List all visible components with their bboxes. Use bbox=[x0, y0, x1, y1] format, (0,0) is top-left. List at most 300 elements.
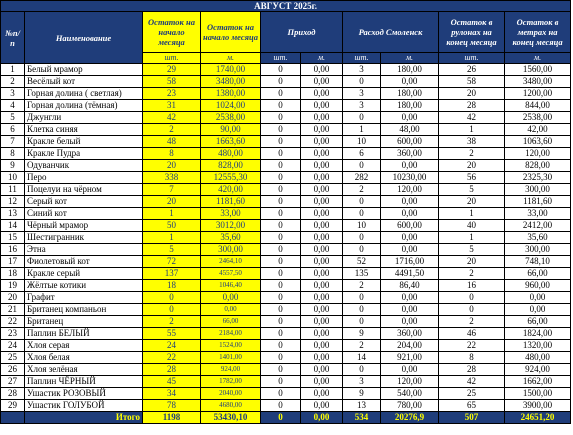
start-m-cell[interactable]: 1046,40 bbox=[201, 280, 261, 292]
row-number-cell[interactable]: 4 bbox=[1, 100, 25, 112]
end-pcs-cell[interactable]: 0 bbox=[439, 304, 505, 316]
start-m-cell[interactable]: 4557,50 bbox=[201, 268, 261, 280]
start-m-cell[interactable]: 420,00 bbox=[201, 184, 261, 196]
row-number-cell[interactable]: 13 bbox=[1, 208, 25, 220]
item-name-cell[interactable]: Клетка синяя bbox=[25, 124, 143, 136]
income-m-cell[interactable]: 0,00 bbox=[301, 292, 343, 304]
row-number-cell[interactable]: 12 bbox=[1, 196, 25, 208]
expense-m-cell[interactable]: 0,00 bbox=[381, 232, 439, 244]
item-name-cell[interactable]: Кракле белый bbox=[25, 136, 143, 148]
income-m-cell[interactable]: 0,00 bbox=[301, 148, 343, 160]
expense-pcs-cell[interactable]: 10 bbox=[343, 220, 381, 232]
start-pcs-cell[interactable]: 2 bbox=[143, 124, 201, 136]
income-pcs-cell[interactable]: 0 bbox=[261, 208, 301, 220]
income-m-cell[interactable]: 0,00 bbox=[301, 112, 343, 124]
item-name-cell[interactable]: Серый кот bbox=[25, 196, 143, 208]
expense-m-cell[interactable]: 0,00 bbox=[381, 292, 439, 304]
row-number-cell[interactable]: 1 bbox=[1, 64, 25, 76]
expense-m-cell[interactable]: 0,00 bbox=[381, 196, 439, 208]
start-m-cell[interactable]: 1524,00 bbox=[201, 340, 261, 352]
start-m-cell[interactable]: 1401,00 bbox=[201, 352, 261, 364]
expense-m-cell[interactable]: 0,00 bbox=[381, 208, 439, 220]
income-m-cell[interactable]: 0,00 bbox=[301, 376, 343, 388]
income-pcs-cell[interactable]: 0 bbox=[261, 64, 301, 76]
start-m-cell[interactable]: 1663,60 bbox=[201, 136, 261, 148]
expense-pcs-cell[interactable]: 0 bbox=[343, 292, 381, 304]
row-number-cell[interactable]: 17 bbox=[1, 256, 25, 268]
end-m-cell[interactable]: 960,00 bbox=[505, 280, 571, 292]
row-number-cell[interactable]: 7 bbox=[1, 136, 25, 148]
start-pcs-cell[interactable]: 72 bbox=[143, 256, 201, 268]
end-pcs-cell[interactable]: 56 bbox=[439, 172, 505, 184]
row-number-cell[interactable]: 24 bbox=[1, 340, 25, 352]
start-m-cell[interactable]: 2464,10 bbox=[201, 256, 261, 268]
expense-m-cell[interactable]: 10230,00 bbox=[381, 172, 439, 184]
income-pcs-cell[interactable]: 0 bbox=[261, 316, 301, 328]
expense-m-cell[interactable]: 180,00 bbox=[381, 64, 439, 76]
expense-pcs-cell[interactable]: 0 bbox=[343, 112, 381, 124]
income-pcs-cell[interactable]: 0 bbox=[261, 292, 301, 304]
item-name-cell[interactable]: Хлоя зелёная bbox=[25, 364, 143, 376]
start-m-cell[interactable]: 35,60 bbox=[201, 232, 261, 244]
start-pcs-cell[interactable]: 45 bbox=[143, 376, 201, 388]
row-number-cell[interactable]: 9 bbox=[1, 160, 25, 172]
item-name-cell[interactable]: Хлоя белая bbox=[25, 352, 143, 364]
item-name-cell[interactable]: Кракле серый bbox=[25, 268, 143, 280]
start-m-cell[interactable]: 3480,00 bbox=[201, 76, 261, 88]
start-pcs-cell[interactable]: 48 bbox=[143, 136, 201, 148]
row-number-cell[interactable]: 18 bbox=[1, 268, 25, 280]
start-pcs-cell[interactable]: 31 bbox=[143, 100, 201, 112]
unit-expense-pcs: шт. bbox=[343, 53, 381, 64]
end-m-cell[interactable]: 1181,60 bbox=[505, 196, 571, 208]
income-pcs-cell[interactable]: 0 bbox=[261, 376, 301, 388]
item-name-cell[interactable]: Перо bbox=[25, 172, 143, 184]
end-m-cell[interactable]: 35,60 bbox=[505, 232, 571, 244]
expense-m-cell[interactable]: 86,40 bbox=[381, 280, 439, 292]
start-m-cell[interactable]: 828,00 bbox=[201, 160, 261, 172]
income-m-cell[interactable]: 0,00 bbox=[301, 172, 343, 184]
end-pcs-cell[interactable]: 16 bbox=[439, 280, 505, 292]
end-pcs-cell[interactable]: 42 bbox=[439, 112, 505, 124]
table-row bbox=[1, 76, 571, 88]
end-m-cell[interactable]: 66,00 bbox=[505, 316, 571, 328]
expense-pcs-cell[interactable]: 9 bbox=[343, 388, 381, 400]
start-pcs-cell[interactable]: 29 bbox=[143, 64, 201, 76]
item-name-cell[interactable]: Чёрный мрамор bbox=[25, 220, 143, 232]
expense-pcs-cell[interactable]: 13 bbox=[343, 400, 381, 412]
start-pcs-cell[interactable]: 1 bbox=[143, 232, 201, 244]
income-m-cell[interactable]: 0,00 bbox=[301, 400, 343, 412]
income-m-cell[interactable]: 0,00 bbox=[301, 184, 343, 196]
table-row bbox=[1, 136, 571, 148]
start-m-cell[interactable]: 2538,00 bbox=[201, 112, 261, 124]
row-number-cell[interactable]: 25 bbox=[1, 352, 25, 364]
item-name-cell[interactable]: Паплин ЧЁРНЫЙ bbox=[25, 376, 143, 388]
expense-m-cell[interactable]: 0,00 bbox=[381, 76, 439, 88]
income-m-cell[interactable]: 0,00 bbox=[301, 136, 343, 148]
end-m-cell[interactable]: 1320,00 bbox=[505, 340, 571, 352]
income-pcs-cell[interactable]: 0 bbox=[261, 76, 301, 88]
item-name-cell[interactable]: Паплин БЕЛЫЙ bbox=[25, 328, 143, 340]
expense-m-cell[interactable]: 180,00 bbox=[381, 100, 439, 112]
start-pcs-cell[interactable]: 22 bbox=[143, 352, 201, 364]
end-pcs-cell[interactable]: 0 bbox=[439, 292, 505, 304]
row-number-cell[interactable]: 8 bbox=[1, 148, 25, 160]
start-m-cell[interactable]: 300,00 bbox=[201, 244, 261, 256]
income-pcs-cell[interactable]: 0 bbox=[261, 136, 301, 148]
table-row bbox=[1, 400, 571, 412]
table-row bbox=[1, 256, 571, 268]
end-m-cell[interactable]: 3900,00 bbox=[505, 400, 571, 412]
end-m-cell[interactable]: 1560,00 bbox=[505, 64, 571, 76]
expense-pcs-cell[interactable]: 0 bbox=[343, 316, 381, 328]
start-m-cell[interactable]: 12555,30 bbox=[201, 172, 261, 184]
expense-m-cell[interactable]: 600,00 bbox=[381, 136, 439, 148]
end-m-cell[interactable]: 66,00 bbox=[505, 268, 571, 280]
row-number-cell[interactable]: 27 bbox=[1, 376, 25, 388]
end-pcs-cell[interactable]: 20 bbox=[439, 88, 505, 100]
item-name-cell[interactable]: Одуванчик bbox=[25, 160, 143, 172]
expense-pcs-cell[interactable]: 2 bbox=[343, 340, 381, 352]
expense-pcs-cell[interactable]: 0 bbox=[343, 76, 381, 88]
start-pcs-cell[interactable]: 2 bbox=[143, 316, 201, 328]
row-number-cell[interactable]: 28 bbox=[1, 388, 25, 400]
row-number-cell[interactable]: 26 bbox=[1, 364, 25, 376]
income-m-cell[interactable]: 0,00 bbox=[301, 352, 343, 364]
income-pcs-cell[interactable]: 0 bbox=[261, 196, 301, 208]
item-name-cell[interactable]: Этна bbox=[25, 244, 143, 256]
expense-m-cell[interactable]: 180,00 bbox=[381, 88, 439, 100]
expense-pcs-cell[interactable]: 0 bbox=[343, 304, 381, 316]
start-pcs-cell[interactable]: 0 bbox=[143, 304, 201, 316]
table-row bbox=[1, 388, 571, 400]
end-pcs-cell[interactable]: 5 bbox=[439, 244, 505, 256]
expense-m-cell[interactable]: 360,00 bbox=[381, 328, 439, 340]
end-m-cell[interactable]: 1500,00 bbox=[505, 388, 571, 400]
expense-m-cell[interactable]: 48,00 bbox=[381, 124, 439, 136]
income-pcs-cell[interactable]: 0 bbox=[261, 232, 301, 244]
expense-m-cell[interactable]: 921,00 bbox=[381, 352, 439, 364]
end-m-cell[interactable]: 1200,00 bbox=[505, 88, 571, 100]
expense-m-cell[interactable]: 780,00 bbox=[381, 400, 439, 412]
item-name-cell[interactable]: Синий кот bbox=[25, 208, 143, 220]
income-pcs-cell[interactable]: 0 bbox=[261, 184, 301, 196]
income-pcs-cell[interactable]: 0 bbox=[261, 100, 301, 112]
income-m-cell[interactable]: 0,00 bbox=[301, 160, 343, 172]
end-pcs-cell[interactable]: 38 bbox=[439, 136, 505, 148]
income-pcs-cell[interactable]: 0 bbox=[261, 148, 301, 160]
income-m-cell[interactable]: 0,00 bbox=[301, 316, 343, 328]
income-pcs-cell[interactable]: 0 bbox=[261, 172, 301, 184]
income-m-cell[interactable]: 0,00 bbox=[301, 340, 343, 352]
income-pcs-cell[interactable]: 0 bbox=[261, 328, 301, 340]
row-number-cell[interactable]: 15 bbox=[1, 232, 25, 244]
end-pcs-cell[interactable]: 22 bbox=[439, 340, 505, 352]
start-pcs-cell[interactable]: 338 bbox=[143, 172, 201, 184]
income-m-cell[interactable]: 0,00 bbox=[301, 268, 343, 280]
start-m-cell[interactable]: 480,00 bbox=[201, 148, 261, 160]
end-m-cell[interactable]: 2325,30 bbox=[505, 172, 571, 184]
income-pcs-cell[interactable]: 0 bbox=[261, 400, 301, 412]
end-pcs-cell[interactable]: 58 bbox=[439, 76, 505, 88]
end-m-cell[interactable]: 0,00 bbox=[505, 304, 571, 316]
start-pcs-cell[interactable]: 50 bbox=[143, 220, 201, 232]
item-name-cell[interactable]: Горная долина (тёмная) bbox=[25, 100, 143, 112]
expense-pcs-cell[interactable]: 0 bbox=[343, 364, 381, 376]
item-name-cell[interactable]: Джунгли bbox=[25, 112, 143, 124]
start-m-cell[interactable]: 2040,00 bbox=[201, 388, 261, 400]
end-m-cell[interactable]: 42,00 bbox=[505, 124, 571, 136]
income-m-cell[interactable]: 0,00 bbox=[301, 76, 343, 88]
end-m-cell[interactable]: 480,00 bbox=[505, 352, 571, 364]
start-pcs-cell[interactable]: 8 bbox=[143, 148, 201, 160]
expense-m-cell[interactable]: 0,00 bbox=[381, 364, 439, 376]
end-pcs-cell[interactable]: 2 bbox=[439, 316, 505, 328]
row-number-cell[interactable]: 14 bbox=[1, 220, 25, 232]
start-pcs-cell[interactable]: 78 bbox=[143, 400, 201, 412]
income-m-cell[interactable]: 0,00 bbox=[301, 232, 343, 244]
end-pcs-cell[interactable]: 20 bbox=[439, 256, 505, 268]
end-m-cell[interactable]: 1662,00 bbox=[505, 376, 571, 388]
expense-pcs-cell[interactable]: 3 bbox=[343, 64, 381, 76]
expense-pcs-cell[interactable]: 1 bbox=[343, 124, 381, 136]
expense-m-cell[interactable]: 0,00 bbox=[381, 244, 439, 256]
end-m-cell[interactable]: 2412,00 bbox=[505, 220, 571, 232]
income-pcs-cell[interactable]: 0 bbox=[261, 220, 301, 232]
end-pcs-cell[interactable]: 8 bbox=[439, 352, 505, 364]
expense-m-cell[interactable]: 0,00 bbox=[381, 160, 439, 172]
end-pcs-cell[interactable]: 1 bbox=[439, 232, 505, 244]
item-name-cell[interactable]: Фиолетовый кот bbox=[25, 256, 143, 268]
expense-m-cell[interactable]: 0,00 bbox=[381, 112, 439, 124]
start-m-cell[interactable]: 4680,00 bbox=[201, 400, 261, 412]
income-pcs-cell[interactable]: 0 bbox=[261, 112, 301, 124]
income-m-cell[interactable]: 0,00 bbox=[301, 220, 343, 232]
expense-pcs-cell[interactable]: 0 bbox=[343, 196, 381, 208]
row-number-cell[interactable]: 2 bbox=[1, 76, 25, 88]
end-pcs-cell[interactable]: 42 bbox=[439, 376, 505, 388]
start-m-cell[interactable]: 33,00 bbox=[201, 208, 261, 220]
end-m-cell[interactable]: 844,00 bbox=[505, 100, 571, 112]
income-pcs-cell[interactable]: 0 bbox=[261, 352, 301, 364]
income-pcs-cell[interactable]: 0 bbox=[261, 388, 301, 400]
expense-m-cell[interactable]: 120,00 bbox=[381, 376, 439, 388]
end-pcs-cell[interactable]: 25 bbox=[439, 388, 505, 400]
end-m-cell[interactable]: 33,00 bbox=[505, 208, 571, 220]
item-name-cell[interactable]: Хлоя серая bbox=[25, 340, 143, 352]
start-m-cell[interactable]: 1782,00 bbox=[201, 376, 261, 388]
expense-pcs-cell[interactable]: 0 bbox=[343, 160, 381, 172]
row-number-cell[interactable]: 10 bbox=[1, 172, 25, 184]
expense-pcs-cell[interactable]: 9 bbox=[343, 328, 381, 340]
row-number-cell[interactable]: 29 bbox=[1, 400, 25, 412]
income-pcs-cell[interactable]: 0 bbox=[261, 364, 301, 376]
expense-pcs-cell[interactable]: 3 bbox=[343, 376, 381, 388]
item-name-cell[interactable]: Горная долина ( светлая) bbox=[25, 88, 143, 100]
expense-m-cell[interactable]: 120,00 bbox=[381, 184, 439, 196]
row-number-cell[interactable]: 22 bbox=[1, 316, 25, 328]
end-pcs-cell[interactable]: 46 bbox=[439, 328, 505, 340]
start-pcs-cell[interactable]: 18 bbox=[143, 280, 201, 292]
start-pcs-cell[interactable]: 20 bbox=[143, 196, 201, 208]
income-m-cell[interactable]: 0,00 bbox=[301, 64, 343, 76]
end-m-cell[interactable]: 748,10 bbox=[505, 256, 571, 268]
income-pcs-cell[interactable]: 0 bbox=[261, 244, 301, 256]
start-m-cell[interactable]: 1024,00 bbox=[201, 100, 261, 112]
expense-m-cell[interactable]: 1716,00 bbox=[381, 256, 439, 268]
row-number-cell[interactable]: 19 bbox=[1, 280, 25, 292]
start-pcs-cell[interactable]: 24 bbox=[143, 340, 201, 352]
expense-pcs-cell[interactable]: 0 bbox=[343, 232, 381, 244]
start-pcs-cell[interactable]: 137 bbox=[143, 268, 201, 280]
income-m-cell[interactable]: 0,00 bbox=[301, 280, 343, 292]
income-m-cell[interactable]: 0,00 bbox=[301, 256, 343, 268]
income-m-cell[interactable]: 0,00 bbox=[301, 208, 343, 220]
start-m-cell[interactable]: 1740,00 bbox=[201, 64, 261, 76]
income-pcs-cell[interactable]: 0 bbox=[261, 124, 301, 136]
item-name-cell[interactable]: Поцелуи на чёрном bbox=[25, 184, 143, 196]
item-name-cell[interactable]: Бритaнец компаньон bbox=[25, 304, 143, 316]
income-m-cell[interactable]: 0,00 bbox=[301, 88, 343, 100]
income-m-cell[interactable]: 0,00 bbox=[301, 196, 343, 208]
row-number-cell[interactable]: 6 bbox=[1, 124, 25, 136]
income-pcs-cell[interactable]: 0 bbox=[261, 304, 301, 316]
start-m-cell[interactable]: 90,00 bbox=[201, 124, 261, 136]
end-pcs-cell[interactable]: 5 bbox=[439, 184, 505, 196]
end-m-cell[interactable]: 120,00 bbox=[505, 148, 571, 160]
expense-pcs-cell[interactable]: 14 bbox=[343, 352, 381, 364]
start-pcs-cell[interactable]: 34 bbox=[143, 388, 201, 400]
expense-pcs-cell[interactable]: 2 bbox=[343, 184, 381, 196]
end-pcs-cell[interactable]: 20 bbox=[439, 196, 505, 208]
income-m-cell[interactable]: 0,00 bbox=[301, 364, 343, 376]
expense-pcs-cell[interactable]: 3 bbox=[343, 100, 381, 112]
expense-m-cell[interactable]: 4491,50 bbox=[381, 268, 439, 280]
end-m-cell[interactable]: 300,00 bbox=[505, 184, 571, 196]
expense-pcs-cell[interactable]: 3 bbox=[343, 88, 381, 100]
start-pcs-cell[interactable]: 42 bbox=[143, 112, 201, 124]
row-number-cell[interactable]: 11 bbox=[1, 184, 25, 196]
end-pcs-cell[interactable]: 28 bbox=[439, 100, 505, 112]
expense-m-cell[interactable]: 360,00 bbox=[381, 148, 439, 160]
end-pcs-cell[interactable]: 1 bbox=[439, 208, 505, 220]
start-m-cell[interactable]: 2184,00 bbox=[201, 328, 261, 340]
income-m-cell[interactable]: 0,00 bbox=[301, 100, 343, 112]
end-m-cell[interactable]: 2538,00 bbox=[505, 112, 571, 124]
income-m-cell[interactable]: 0,00 bbox=[301, 304, 343, 316]
start-pcs-cell[interactable]: 5 bbox=[143, 244, 201, 256]
start-pcs-cell[interactable]: 7 bbox=[143, 184, 201, 196]
expense-pcs-cell[interactable]: 2 bbox=[343, 280, 381, 292]
end-pcs-cell[interactable]: 20 bbox=[439, 160, 505, 172]
end-m-cell[interactable]: 1824,00 bbox=[505, 328, 571, 340]
start-m-cell[interactable]: 1181,60 bbox=[201, 196, 261, 208]
expense-m-cell[interactable]: 0,00 bbox=[381, 316, 439, 328]
income-m-cell[interactable]: 0,00 bbox=[301, 328, 343, 340]
item-name-cell[interactable]: Ушастик ГОЛУБОЙ bbox=[25, 400, 143, 412]
row-number-cell[interactable]: 5 bbox=[1, 112, 25, 124]
start-m-cell[interactable]: 0,00 bbox=[201, 304, 261, 316]
item-name-cell[interactable]: Шестигранник bbox=[25, 232, 143, 244]
item-name-cell[interactable]: Белый мрамор bbox=[25, 64, 143, 76]
end-pcs-cell[interactable]: 28 bbox=[439, 364, 505, 376]
income-pcs-cell[interactable]: 0 bbox=[261, 280, 301, 292]
row-number-cell[interactable]: 16 bbox=[1, 244, 25, 256]
start-pcs-cell[interactable]: 0 bbox=[143, 292, 201, 304]
end-m-cell[interactable]: 0,00 bbox=[505, 292, 571, 304]
end-pcs-cell[interactable]: 2 bbox=[439, 148, 505, 160]
expense-pcs-cell[interactable]: 6 bbox=[343, 148, 381, 160]
income-m-cell[interactable]: 0,00 bbox=[301, 124, 343, 136]
row-number-cell[interactable]: 20 bbox=[1, 292, 25, 304]
end-pcs-cell[interactable]: 1 bbox=[439, 124, 505, 136]
end-m-cell[interactable]: 300,00 bbox=[505, 244, 571, 256]
start-pcs-cell[interactable]: 55 bbox=[143, 328, 201, 340]
row-number-cell[interactable]: 23 bbox=[1, 328, 25, 340]
end-m-cell[interactable]: 3480,00 bbox=[505, 76, 571, 88]
header-start-m: Остаток на начало месяца bbox=[201, 12, 261, 53]
end-pcs-cell[interactable]: 26 bbox=[439, 64, 505, 76]
income-pcs-cell[interactable]: 0 bbox=[261, 268, 301, 280]
income-pcs-cell[interactable]: 0 bbox=[261, 160, 301, 172]
start-pcs-cell[interactable]: 20 bbox=[143, 160, 201, 172]
start-m-cell[interactable]: 1380,00 bbox=[201, 88, 261, 100]
title-row bbox=[1, 1, 571, 12]
expense-pcs-cell[interactable]: 0 bbox=[343, 208, 381, 220]
expense-m-cell[interactable]: 600,00 bbox=[381, 220, 439, 232]
expense-m-cell[interactable]: 204,00 bbox=[381, 340, 439, 352]
end-m-cell[interactable]: 924,00 bbox=[505, 364, 571, 376]
income-m-cell[interactable]: 0,00 bbox=[301, 244, 343, 256]
end-pcs-cell[interactable]: 65 bbox=[439, 400, 505, 412]
expense-pcs-cell[interactable]: 135 bbox=[343, 268, 381, 280]
table-row bbox=[1, 100, 571, 112]
item-name-cell[interactable]: Весёлый кот bbox=[25, 76, 143, 88]
row-number-cell[interactable]: 3 bbox=[1, 88, 25, 100]
expense-m-cell[interactable]: 540,00 bbox=[381, 388, 439, 400]
start-m-cell[interactable]: 0,00 bbox=[201, 292, 261, 304]
end-m-cell[interactable]: 1063,60 bbox=[505, 136, 571, 148]
table-row bbox=[1, 268, 571, 280]
income-pcs-cell[interactable]: 0 bbox=[261, 88, 301, 100]
start-pcs-cell[interactable]: 28 bbox=[143, 364, 201, 376]
income-m-cell[interactable]: 0,00 bbox=[301, 388, 343, 400]
start-pcs-cell[interactable]: 1 bbox=[143, 208, 201, 220]
item-name-cell[interactable]: Ушастик РОЗОВЫЙ bbox=[25, 388, 143, 400]
item-name-cell[interactable]: Жёлтые котики bbox=[25, 280, 143, 292]
expense-pcs-cell[interactable]: 282 bbox=[343, 172, 381, 184]
start-m-cell[interactable]: 924,00 bbox=[201, 364, 261, 376]
end-pcs-cell[interactable]: 40 bbox=[439, 220, 505, 232]
item-name-cell[interactable]: Кракле Пудра bbox=[25, 148, 143, 160]
income-pcs-cell[interactable]: 0 bbox=[261, 256, 301, 268]
start-pcs-cell[interactable]: 23 bbox=[143, 88, 201, 100]
start-m-cell[interactable]: 66,00 bbox=[201, 316, 261, 328]
expense-pcs-cell[interactable]: 10 bbox=[343, 136, 381, 148]
expense-pcs-cell[interactable]: 52 bbox=[343, 256, 381, 268]
start-m-cell[interactable]: 3012,00 bbox=[201, 220, 261, 232]
expense-m-cell[interactable]: 0,00 bbox=[381, 304, 439, 316]
expense-pcs-cell[interactable]: 0 bbox=[343, 244, 381, 256]
income-pcs-cell[interactable]: 0 bbox=[261, 340, 301, 352]
end-m-cell[interactable]: 828,00 bbox=[505, 160, 571, 172]
row-number-cell[interactable]: 21 bbox=[1, 304, 25, 316]
item-name-cell[interactable]: Британец bbox=[25, 316, 143, 328]
end-pcs-cell[interactable]: 2 bbox=[439, 268, 505, 280]
item-name-cell[interactable]: Графит bbox=[25, 292, 143, 304]
start-pcs-cell[interactable]: 58 bbox=[143, 76, 201, 88]
